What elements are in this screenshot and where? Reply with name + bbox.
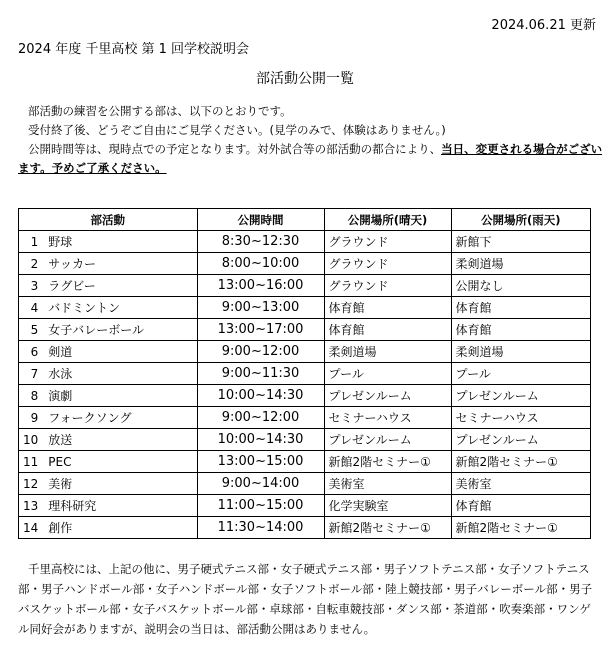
place-rainy: 新館2階セミナー① [451,451,590,473]
place-sunny: 体育館 [324,297,451,319]
table-header-row [19,209,591,231]
row-number: 3 [19,275,41,297]
place-rainy: プレゼンルーム [451,385,590,407]
place-rainy: プレゼンルーム [451,429,590,451]
open-time: 9:00~11:30 [197,363,324,385]
place-sunny: プール [324,363,451,385]
table-row [19,341,591,363]
open-time: 11:00~15:00 [197,495,324,517]
event-title: 2024 年度 千里高校 第 1 回学校説明会 [18,42,250,57]
club-name: サッカー [40,253,197,275]
intro-line-2: 受付終了後、どうぞご自由にご見学ください。(見学のみで、体験はありません。) [28,123,446,137]
row-number: 4 [19,297,41,319]
place-sunny: プレゼンルーム [324,429,451,451]
place-rainy: 体育館 [451,495,590,517]
intro-text [18,102,608,178]
place-rainy: 柔剣道場 [451,341,590,363]
table-row [19,495,591,517]
place-sunny: グラウンド [324,253,451,275]
place-sunny: 体育館 [324,319,451,341]
open-time: 8:30~12:30 [197,231,324,253]
table-row [19,473,591,495]
club-name: 女子バレーボール [40,319,197,341]
place-sunny: グラウンド [324,231,451,253]
place-sunny: 柔剣道場 [324,341,451,363]
place-sunny: プレゼンルーム [324,385,451,407]
table-row [19,253,591,275]
header-time: 公開時間 [197,209,324,231]
open-time: 13:00~15:00 [197,451,324,473]
table-row [19,363,591,385]
club-name: 創作 [40,517,197,539]
updated-date: 2024.06.21 更新 [491,18,596,33]
club-schedule-table [18,208,591,539]
intro-line-3-plain: 公開時間等は、現時点での予定となります。対外試合等の部活動の都合により、 [28,142,442,156]
place-rainy: 体育館 [451,319,590,341]
table-row [19,231,591,253]
intro-line-3 [18,140,608,178]
place-rainy: セミナーハウス [451,407,590,429]
row-number: 9 [19,407,41,429]
table-row [19,407,591,429]
row-number: 7 [19,363,41,385]
place-sunny: 化学実験室 [324,495,451,517]
row-number: 10 [19,429,41,451]
club-name: 理科研究 [40,495,197,517]
change-notice: 当日、変更される場合がございます。予めご了承ください。 [18,142,603,175]
open-time: 9:00~12:00 [197,407,324,429]
place-rainy: 美術室 [451,473,590,495]
row-number: 6 [19,341,41,363]
open-time: 10:00~14:30 [197,385,324,407]
club-name: 放送 [40,429,197,451]
open-time: 9:00~13:00 [197,297,324,319]
open-time: 13:00~16:00 [197,275,324,297]
table-row [19,297,591,319]
intro-line-1: 部活動の練習を公開する部は、以下のとおりです。 [28,104,292,118]
table-row [19,429,591,451]
club-name: 美術 [40,473,197,495]
club-name: 演劇 [40,385,197,407]
table-row [19,275,591,297]
place-sunny: 新館2階セミナー① [324,451,451,473]
page-title: 部活動公開一覧 [256,71,354,87]
table-row [19,319,591,341]
row-number: 13 [19,495,41,517]
club-name: バドミントン [40,297,197,319]
open-time: 8:00~10:00 [197,253,324,275]
row-number: 12 [19,473,41,495]
club-name: 野球 [40,231,197,253]
row-number: 8 [19,385,41,407]
open-time: 10:00~14:30 [197,429,324,451]
row-number: 1 [19,231,41,253]
place-sunny: グラウンド [324,275,451,297]
place-rainy: プール [451,363,590,385]
open-time: 9:00~12:00 [197,341,324,363]
open-time: 9:00~14:00 [197,473,324,495]
row-number: 14 [19,517,41,539]
club-name: PEC [40,451,197,473]
place-sunny: 新館2階セミナー① [324,517,451,539]
club-name: 剣道 [40,341,197,363]
row-number: 2 [19,253,41,275]
row-number: 11 [19,451,41,473]
table-row [19,517,591,539]
place-rainy: 柔剣道場 [451,253,590,275]
place-rainy: 公開なし [451,275,590,297]
header-place-sunny: 公開場所(晴天) [324,209,451,231]
header-club: 部活動 [19,209,198,231]
open-time: 13:00~17:00 [197,319,324,341]
header-place-rainy: 公開場所(雨天) [451,209,590,231]
place-sunny: セミナーハウス [324,407,451,429]
place-rainy: 新館2階セミナー① [451,517,590,539]
row-number: 5 [19,319,41,341]
open-time: 11:30~14:00 [197,517,324,539]
club-name: ラグビー [40,275,197,297]
place-rainy: 体育館 [451,297,590,319]
place-rainy: 新館下 [451,231,590,253]
table-row [19,451,591,473]
club-name: フォークソング [40,407,197,429]
club-name: 水泳 [40,363,197,385]
footer-note: 千里高校には、上記の他に、男子硬式テニス部・女子硬式テニス部・男子ソフトテニス部・女子ソフトテニス部・男子ハンドボール部・女子ハンドボール部・女子ソフトボール部・陸上競技部・男子バレーボール部・男子バスケットボール部・女子バスケットボール部・卓球部・自転車競技部・ダンス部・茶道部・吹奏楽部・ワンゲル同好会がありますが、説明会の当日は、部活動公開はありません。 [18,562,593,636]
place-sunny: 美術室 [324,473,451,495]
table-row [19,385,591,407]
